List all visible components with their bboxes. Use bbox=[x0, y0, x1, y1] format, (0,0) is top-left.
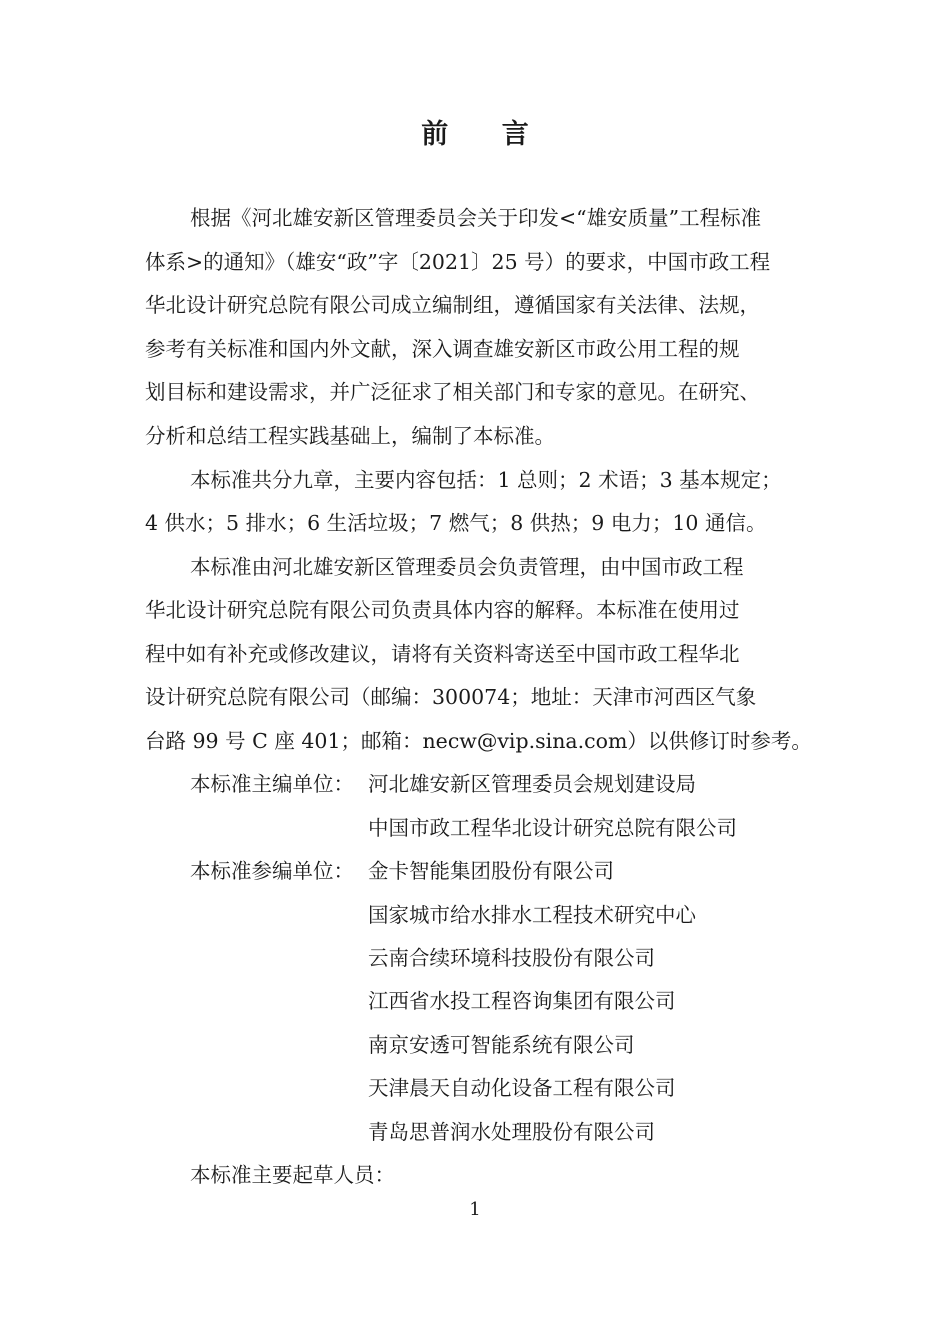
page-title: 前 言 bbox=[421, 119, 551, 150]
participating-unit-item: 国家城市给水排水工程技术研究中心 bbox=[368, 903, 696, 927]
paragraph-line: 程中如有补充或修改建议，请将有关资料寄送至中国市政工程华北 bbox=[145, 642, 740, 666]
paragraph-line: 本标准由河北雄安新区管理委员会负责管理，由中国市政工程 bbox=[190, 555, 744, 579]
paragraph-line: 4 供水；5 排水；6 生活垃圾；7 燃气；8 供热；9 电力；10 通信。 bbox=[145, 511, 767, 535]
chief-unit-item: 河北雄安新区管理委员会规划建设局 bbox=[368, 772, 696, 796]
participating-unit-item: 云南合续环境科技股份有限公司 bbox=[368, 946, 655, 970]
page-number: 1 bbox=[469, 1199, 481, 1220]
participating-unit-item: 江西省水投工程咨询集团有限公司 bbox=[368, 989, 676, 1013]
paragraph-line: 华北设计研究总院有限公司负责具体内容的解释。本标准在使用过 bbox=[145, 598, 740, 622]
paragraph-line: 参考有关标准和国内外文献，深入调查雄安新区市政公用工程的规 bbox=[145, 337, 740, 361]
paragraph-line: 分析和总结工程实践基础上，编制了本标准。 bbox=[145, 424, 555, 448]
paragraph-line: 华北设计研究总院有限公司成立编制组，遵循国家有关法律、法规， bbox=[145, 293, 760, 317]
paragraph-line: 体系>的通知》（雄安“政”字〔2021〕25 号）的要求，中国市政工程 bbox=[145, 250, 771, 274]
participating-unit-item: 金卡智能集团股份有限公司 bbox=[368, 859, 614, 883]
participating-unit-item: 青岛思普润水处理股份有限公司 bbox=[368, 1120, 655, 1144]
paragraph-line: 设计研究总院有限公司（邮编：300074；地址：天津市河西区气象 bbox=[145, 685, 757, 709]
chief-unit-item: 中国市政工程华北设计研究总院有限公司 bbox=[368, 816, 737, 840]
participating-unit-item: 天津晨天自动化设备工程有限公司 bbox=[368, 1076, 676, 1100]
drafters-label: 本标准主要起草人员： bbox=[190, 1163, 395, 1187]
chief-units-label: 本标准主编单位： bbox=[190, 772, 354, 796]
participating-unit-item: 南京安透可智能系统有限公司 bbox=[368, 1033, 635, 1057]
paragraph-line: 台路 99 号 C 座 401；邮箱：necw@vip.sina.com）以供修订时参考。 bbox=[145, 729, 812, 753]
paragraph-line: 划目标和建设需求，并广泛征求了相关部门和专家的意见。在研究、 bbox=[145, 380, 760, 404]
paragraph-line: 根据《河北雄安新区管理委员会关于印发<“雄安质量”工程标准 bbox=[190, 206, 762, 230]
paragraph-line: 本标准共分九章，主要内容包括：1 总则；2 术语；3 基本规定； bbox=[190, 468, 782, 492]
participating-units-label: 本标准参编单位： bbox=[190, 859, 354, 883]
